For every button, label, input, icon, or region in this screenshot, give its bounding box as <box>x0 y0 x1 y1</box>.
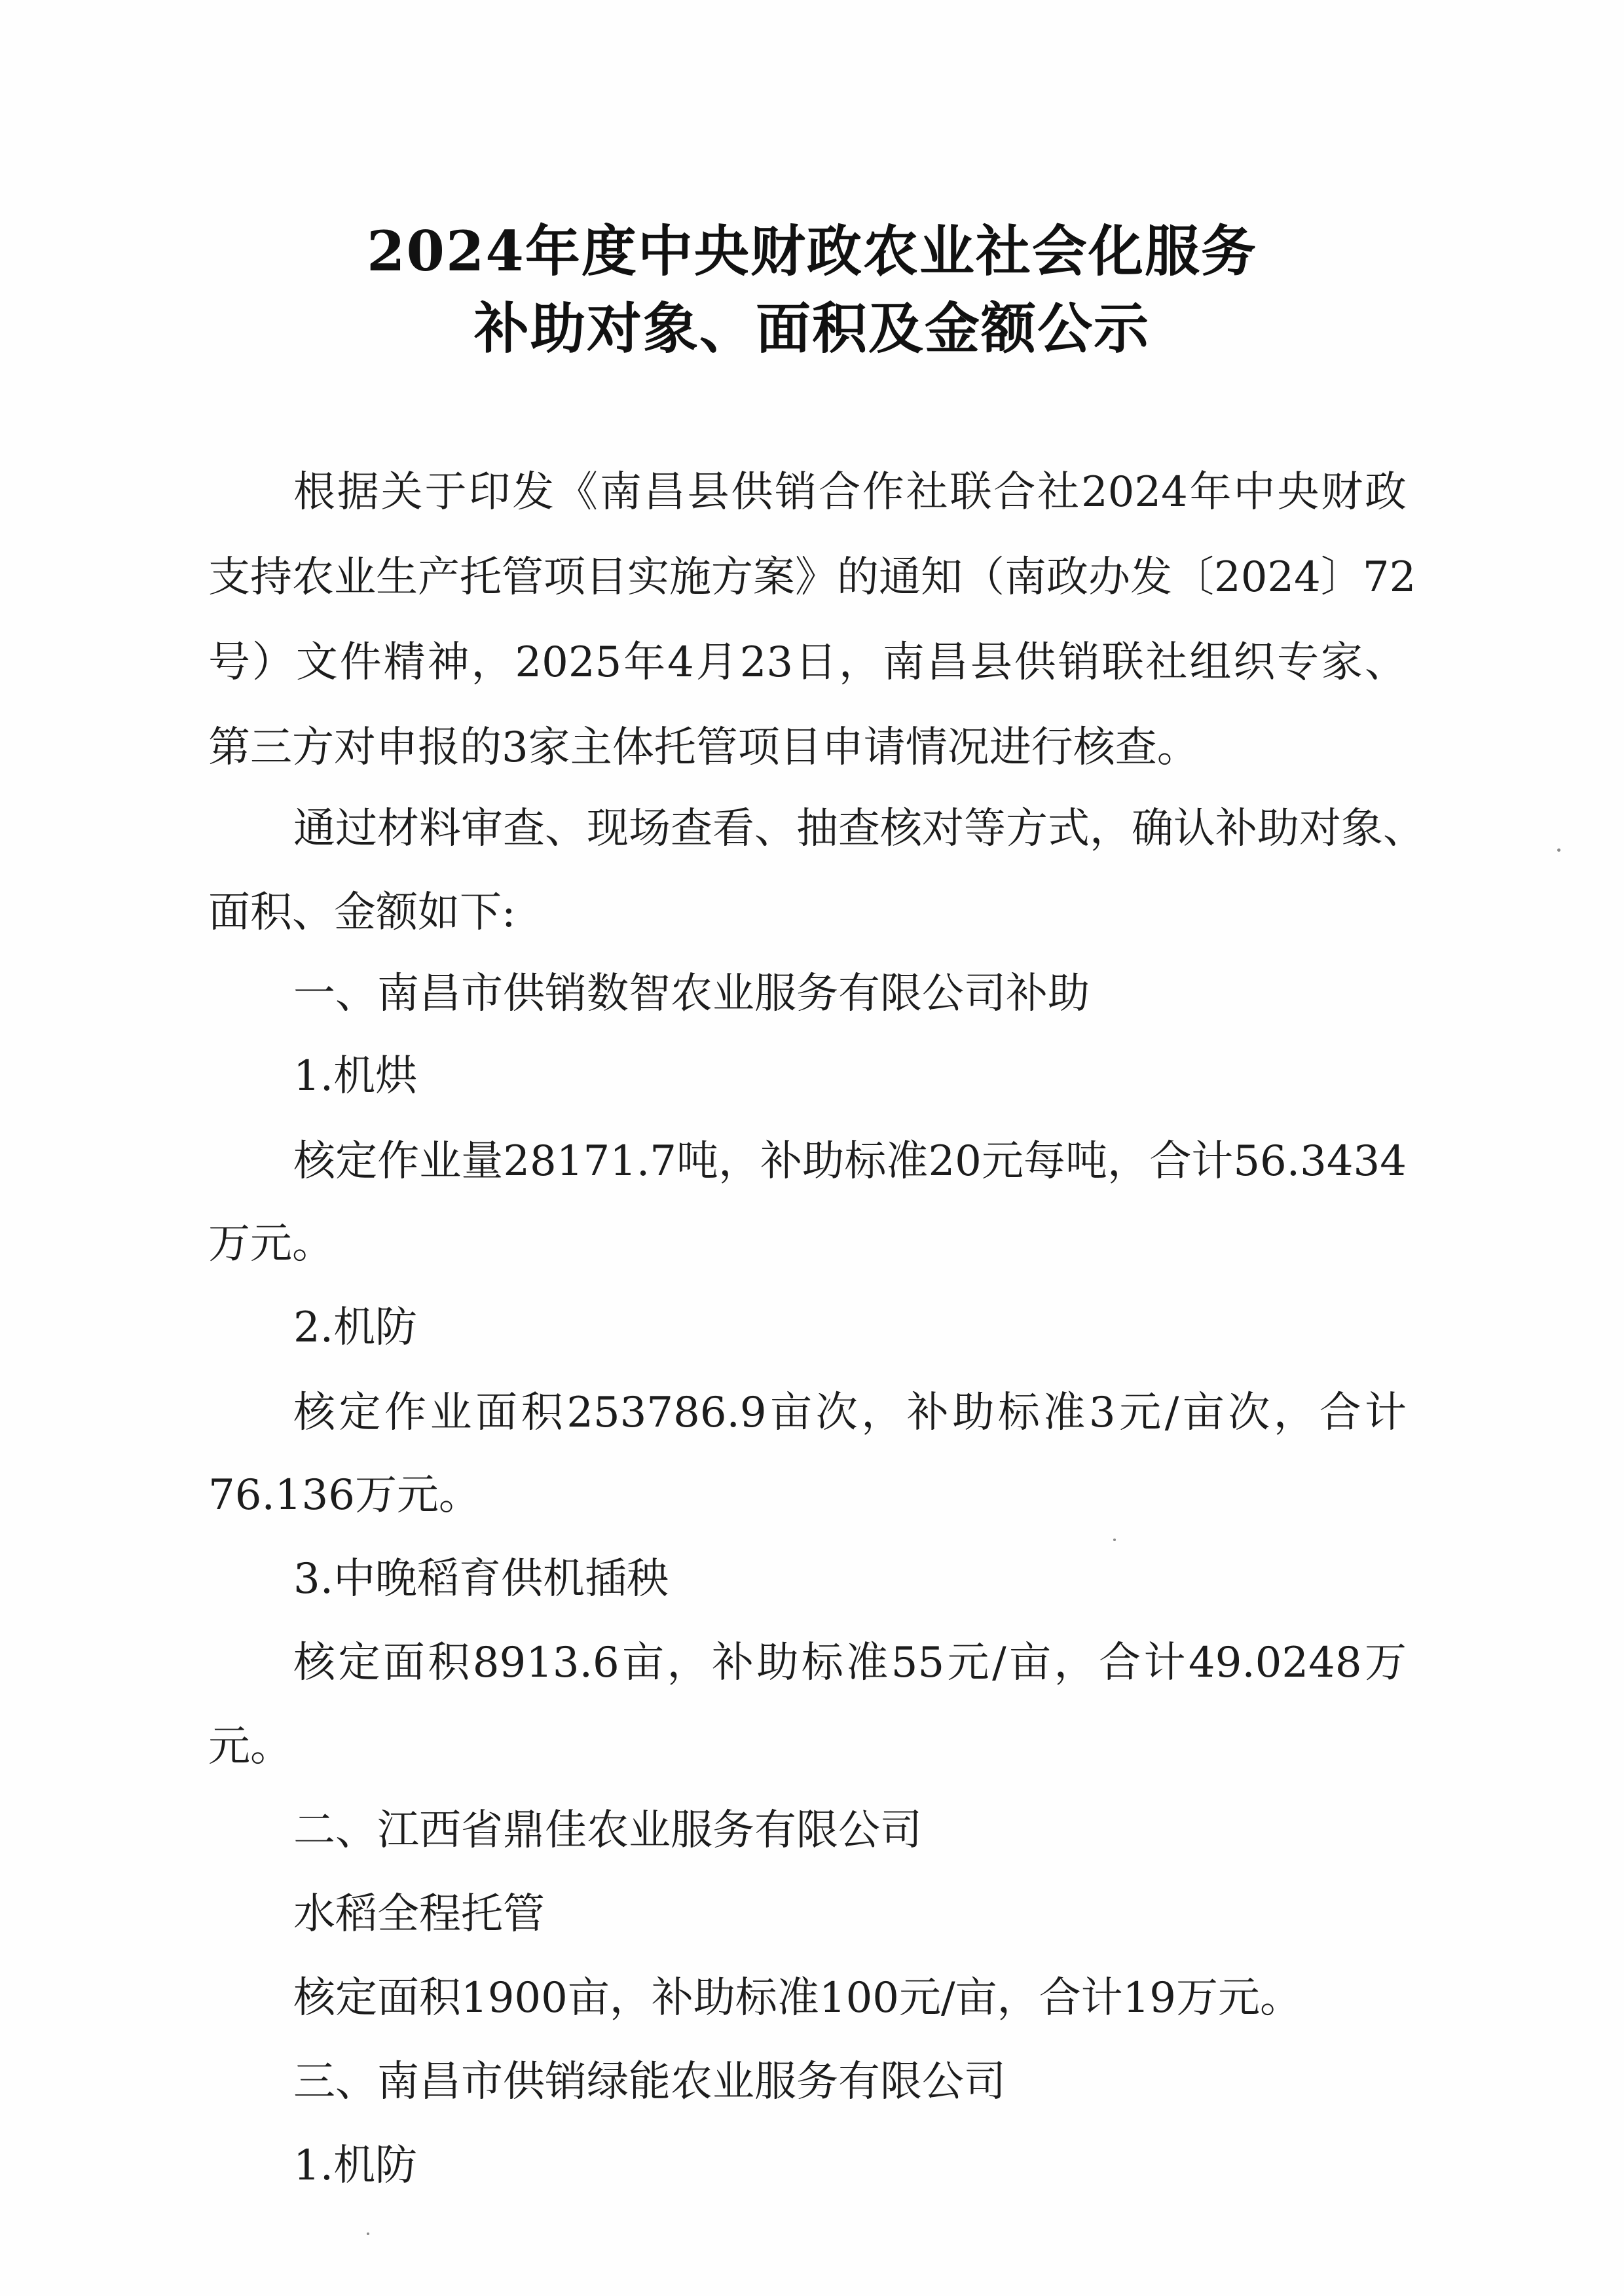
section-2-heading: 二、江西省鼎佳农业服务有限公司 <box>293 1806 922 1855</box>
section-1-item-2-title: 2.机防 <box>293 1303 418 1352</box>
section-1-heading: 一、南昌市供销数智农业服务有限公司补助 <box>293 970 1090 1018</box>
section-1-item-1-line-1: 核定作业量28171.7吨，补助标准20元每吨，合计56.3434 <box>293 1137 1407 1186</box>
scan-speck <box>1557 848 1560 852</box>
document-title-line-2: 补助对象、面积及金额公示 <box>473 296 1150 361</box>
confirm-paragraph-line-1: 通过材料审查、现场查看、抽查核对等方式，确认补助对象、 <box>293 805 1425 853</box>
confirm-paragraph-line-2: 面积、金额如下: <box>208 888 516 937</box>
section-1-item-1-line-2: 万元。 <box>208 1220 334 1268</box>
intro-paragraph-line-1: 根据关于印发《南昌县供销合作社联合社2024年中央财政 <box>293 468 1407 517</box>
section-2-sub-title: 水稻全程托管 <box>293 1890 545 1939</box>
section-3-heading: 三、南昌市供销绿能农业服务有限公司 <box>293 2058 1006 2106</box>
document-title-line-1: 2024年度中央财政农业社会化服务 <box>367 219 1257 283</box>
intro-paragraph-line-2: 支持农业生产托管项目实施方案》的通知（南政办发〔2024〕72 <box>208 553 1416 602</box>
section-1-item-3-line-1: 核定面积8913.6亩，补助标准55元/亩，合计49.0248万 <box>293 1639 1407 1687</box>
section-1-item-3-title: 3.中晚稻育供机插秧 <box>293 1555 669 1603</box>
scan-speck <box>1113 1539 1116 1541</box>
section-1-item-1-title: 1.机烘 <box>293 1052 418 1101</box>
section-1-item-2-line-1: 核定作业面积253786.9亩次，补助标准3元/亩次，合计 <box>293 1389 1407 1437</box>
section-1-item-2-line-2: 76.136万元。 <box>208 1471 481 1520</box>
scan-speck <box>367 2232 369 2235</box>
intro-paragraph-line-3: 号）文件精神，2025年4月23日，南昌县供销联社组织专家、 <box>208 638 1407 687</box>
section-1-item-3-line-2: 元。 <box>208 1722 292 1771</box>
intro-paragraph-line-4: 第三方对申报的3家主体托管项目申请情况进行核查。 <box>208 723 1199 772</box>
section-2-line-1: 核定面积1900亩，补助标准100元/亩，合计19万元。 <box>293 1974 1302 2022</box>
section-3-item-1-title: 1.机防 <box>293 2141 418 2190</box>
